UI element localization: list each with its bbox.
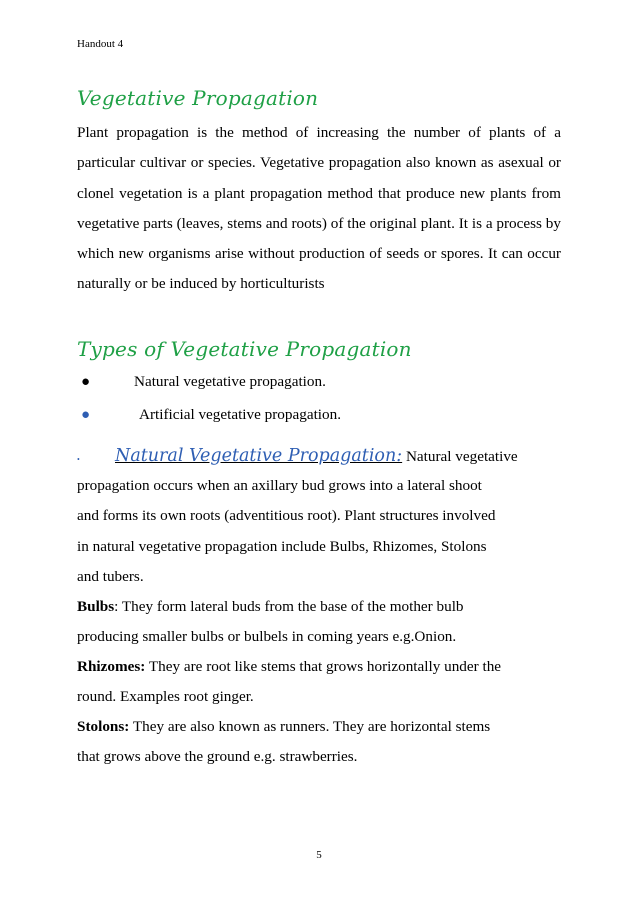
text-line: producing smaller bulbs or bulbels in coming years e.g.Onion. bbox=[77, 628, 457, 646]
stolons-paragraph bbox=[77, 712, 561, 773]
text-line bbox=[77, 712, 561, 742]
list-item-label: Artificial vegetative propagation. bbox=[139, 406, 341, 423]
bulbs-text: : They form lateral buds from the base of the mother bulb bbox=[114, 598, 464, 615]
text-line: in natural vegetative propagation include Bulbs, Rhizomes, Stolons bbox=[77, 537, 487, 555]
intro-paragraph: Plant propagation is the method of increasing the number of plants of a particular cultivar or species. Vegetative propagation also known as asexual or clonel vegetation is a plant propagation method that produce new plants from vegetative parts (leaves, stems and roots) of the original plant. It is a process by which new organisms arise without production of seeds or spores. It can occur naturally or be induced by horticulturists bbox=[77, 124, 561, 293]
bullet-icon: ● bbox=[81, 374, 91, 390]
stolons-text: They are also known as runners. They are horizontal stems bbox=[129, 718, 491, 735]
text-line bbox=[77, 592, 561, 622]
types-heading: Types of Vegetative Propagation bbox=[77, 337, 412, 361]
page-header: Handout 4 bbox=[77, 38, 124, 50]
rhizomes-term: Rhizomes: bbox=[77, 658, 146, 675]
stolons-term: Stolons: bbox=[77, 718, 130, 735]
text-line: and forms its own roots (adventitious root). Plant structures involved bbox=[77, 507, 496, 525]
natural-propagation-heading: Natural Vegetative Propagation: bbox=[115, 446, 403, 466]
bullet-icon: ● bbox=[81, 407, 91, 423]
rhizomes-paragraph bbox=[77, 652, 561, 713]
natural-propagation-paragraph bbox=[77, 471, 561, 592]
list-item-label: Natural vegetative propagation. bbox=[134, 373, 326, 390]
natural-propagation-intro: Natural vegetative bbox=[402, 448, 518, 465]
text-line: and tubers. bbox=[77, 567, 144, 585]
small-bullet-mark: • bbox=[77, 455, 80, 464]
rhizomes-text: They are root like stems that grows horizontally under the bbox=[145, 658, 502, 675]
text-line bbox=[77, 652, 561, 682]
natural-propagation-line bbox=[77, 441, 557, 472]
bulbs-paragraph bbox=[77, 592, 561, 653]
text-line: that grows above the ground e.g. strawberries. bbox=[77, 748, 358, 766]
text-line: round. Examples root ginger. bbox=[77, 688, 254, 706]
document-title: Vegetative Propagation bbox=[77, 86, 319, 110]
bulbs-term: Bulbs bbox=[77, 598, 115, 615]
page-number: 5 bbox=[316, 849, 322, 861]
text-line: propagation occurs when an axillary bud grows into a lateral shoot bbox=[77, 477, 482, 494]
